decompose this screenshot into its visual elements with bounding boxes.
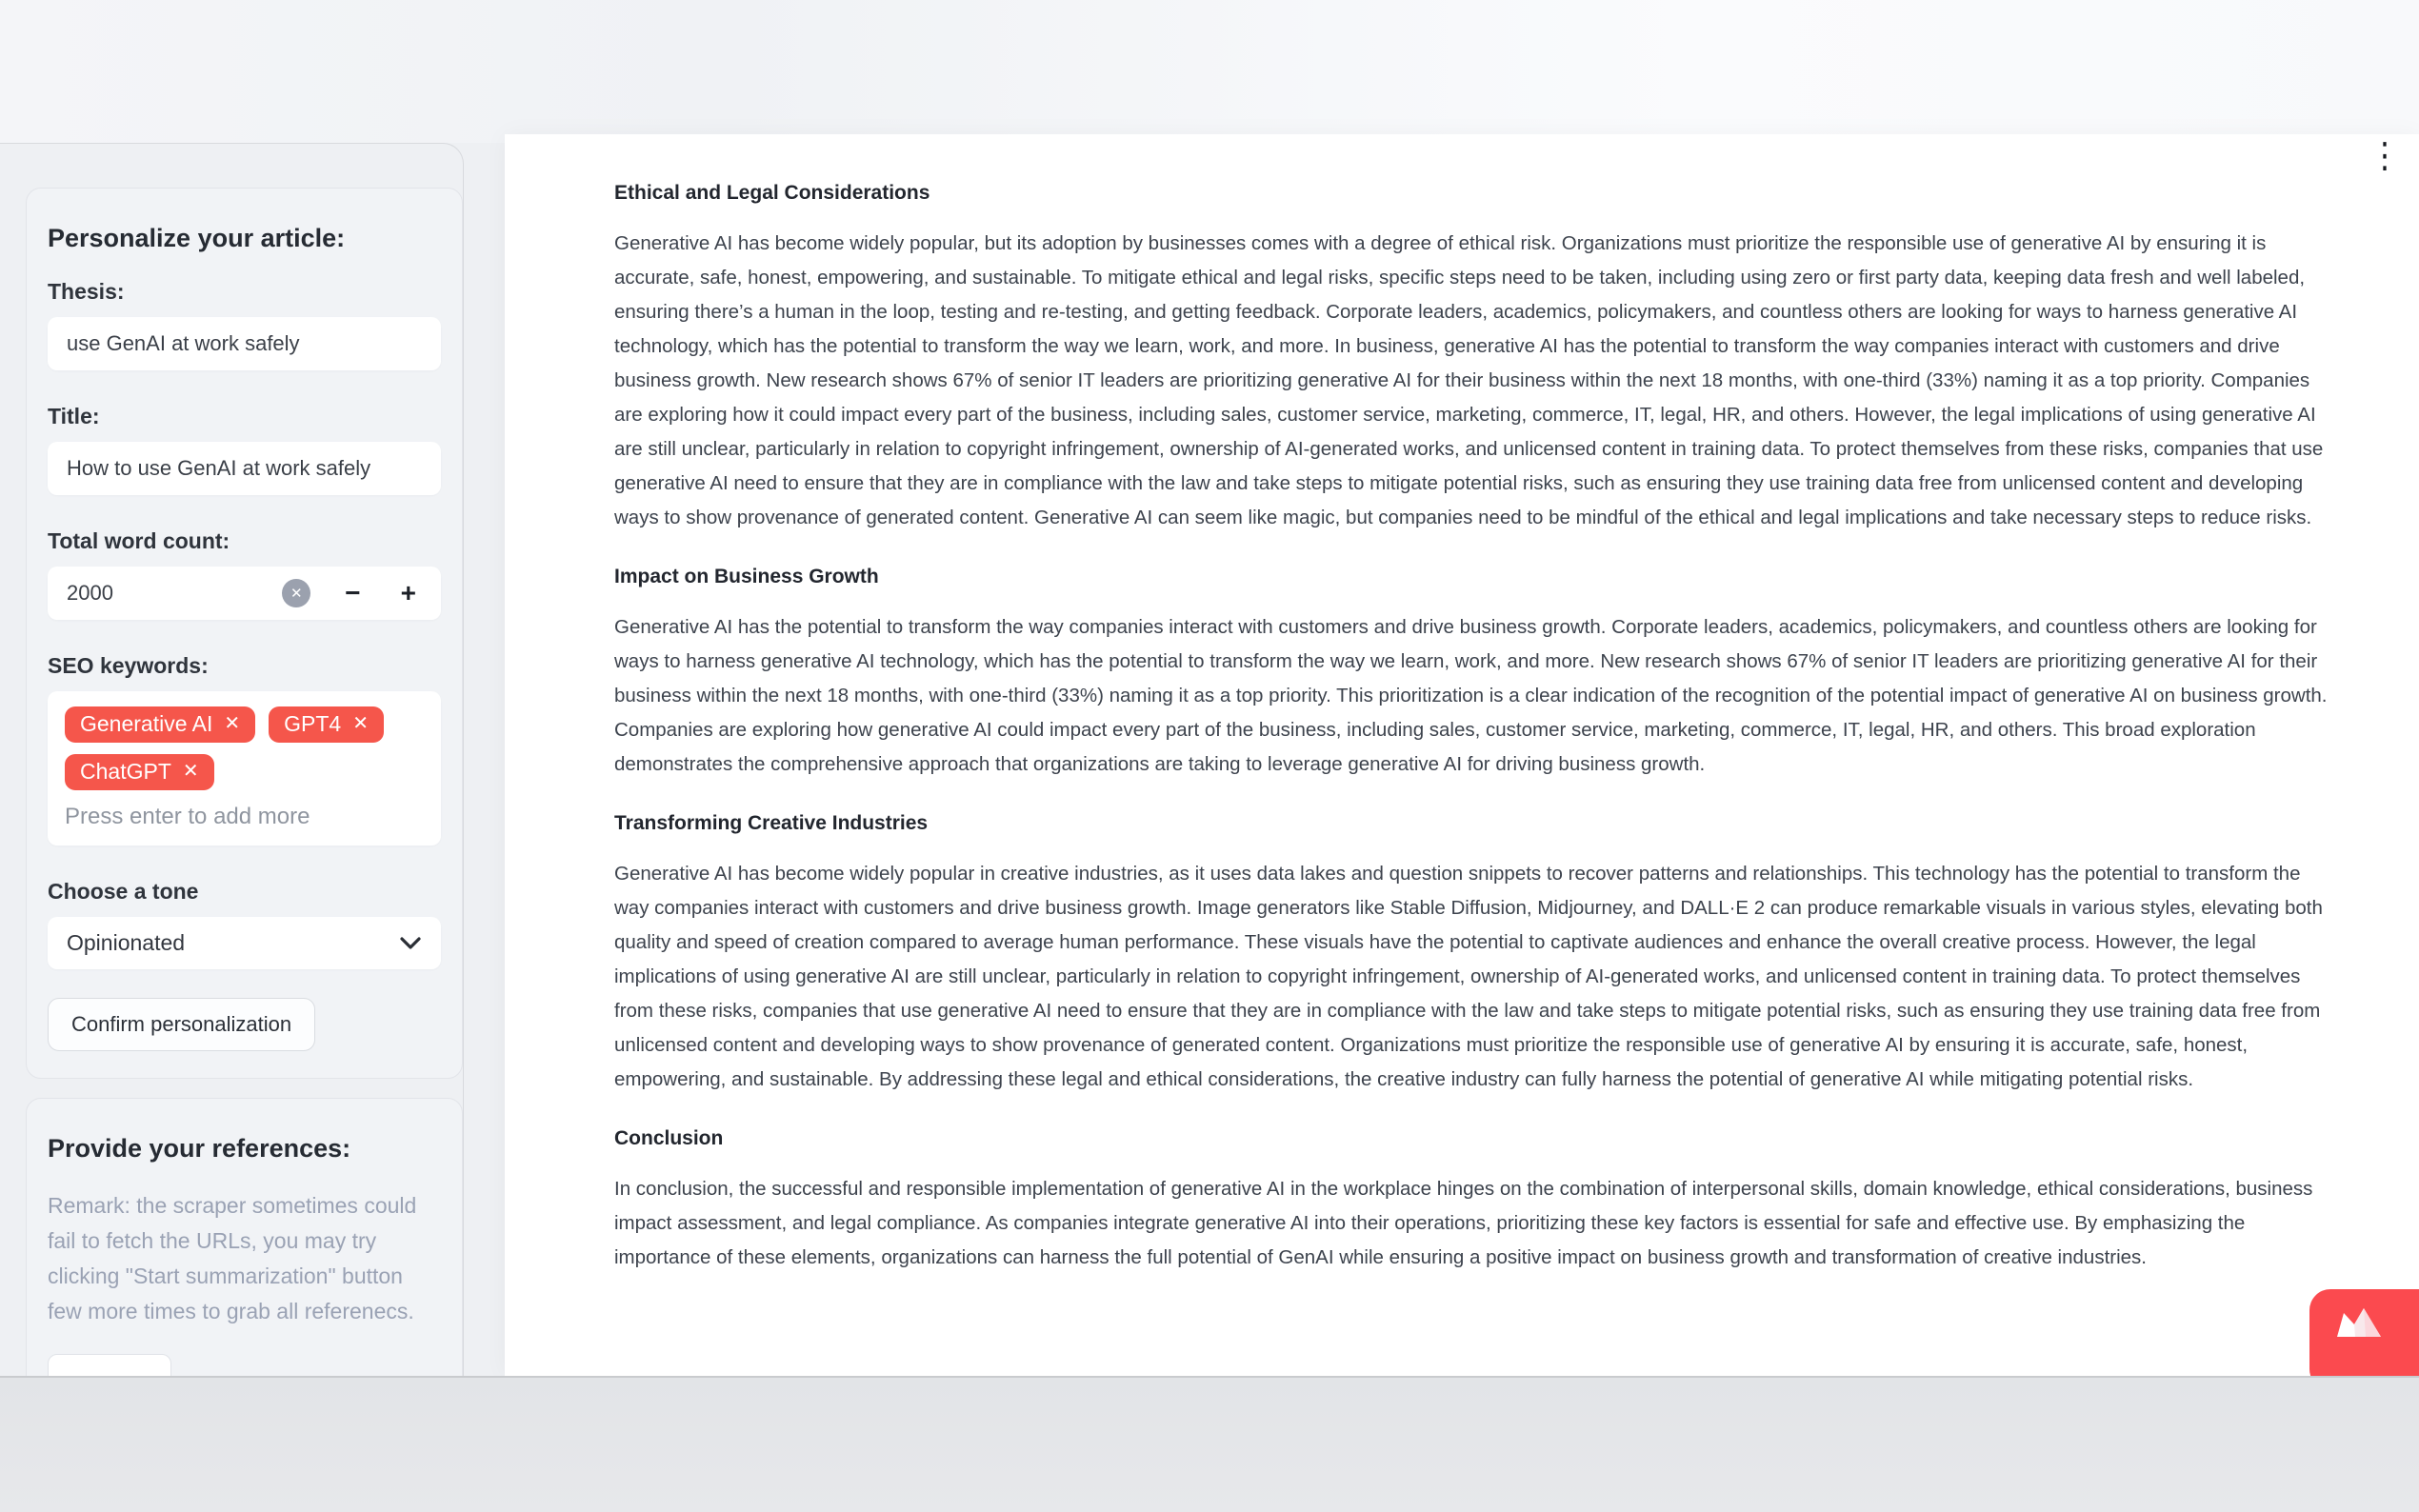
title-label: Title: (48, 404, 100, 428)
section-heading: Conclusion (614, 1127, 724, 1149)
keywords-placeholder: Press enter to add more (65, 804, 310, 829)
upgrade-badge[interactable] (2309, 1289, 2419, 1376)
bottom-strip (0, 1376, 2419, 1512)
top-band (0, 0, 2419, 143)
personalize-panel (26, 188, 463, 1079)
section-heading: Impact on Business Growth (614, 566, 879, 587)
kebab-menu-button[interactable]: ⋮ (2369, 135, 2400, 175)
confirm-personalization-button[interactable]: Confirm personalization (48, 998, 315, 1051)
references-remark: Remark: the scraper sometimes could fail to fetch the URLs, you may try clicking "Start summarization" button few more times to grab all referenecs. (48, 1193, 417, 1323)
article (505, 134, 2419, 1275)
word-count-value: 2000 (67, 581, 113, 605)
thesis-value: use GenAI at work safely (67, 331, 300, 355)
section-body: Generative AI has become widely popular, but its adoption by businesses comes with a degree of ethical risk. Organizations must prioritize the responsible use of generative AI by ensuring it is accurate, safe, honest, empowering, and sustainable. To mitigate ethical and legal risks, specific steps need to be taken, including using zero or first party data, keeping data fresh and well labeled, ensuring there’s a human in the loop, testing and re-testing, and getting feedback. Corporate leaders, academics, policymakers, and countless others are looking for ways to harness generative AI technology, which has the potential to transform the way we learn, work, and more. In business, generative AI has the potential to transform the way companies interact with customers and drive business growth. New research shows 67% of senior IT leaders are prioritizing generative AI for their business within the next 18 months, with one-third (33%) naming it as a top priority. Companies are exploring how it could impact every part of the business, including sales, customer service, marketing, commerce, IT, legal, HR, and others. However, the legal implications of using generative AI are still unclear, particularly in relation to copyright infringement, ownership of AI-generated works, and unlicensed content in training data. To protect themselves from these risks, companies that use generative AI need to ensure that they are in compliance with the law and take steps to mitigate potential risks, such as ensuring they use training data free from unlicensed content and developing ways to show provenance of generated content. Generative AI can seem like magic, but companies need to be mindful of the ethical and legal implications and take necessary steps to reduce risks. (614, 232, 2324, 528)
thesis-label: Thesis: (48, 279, 125, 304)
article-panel (505, 134, 2419, 1376)
keyword-tags (65, 706, 424, 790)
tone-label: Choose a tone (48, 879, 199, 904)
keyword-tag (269, 706, 384, 743)
increment-button[interactable]: + (395, 580, 422, 607)
thesis-input[interactable] (48, 317, 441, 370)
seo-keywords-input[interactable] (48, 691, 441, 846)
decrement-button[interactable]: − (339, 580, 366, 607)
remove-keyword-icon[interactable]: ✕ (182, 761, 199, 782)
word-count-input[interactable] (48, 567, 441, 620)
word-count-label: Total word count: (48, 528, 230, 553)
tone-value: Opinionated (67, 930, 186, 955)
keyword-tag (65, 706, 255, 743)
section-heading: Transforming Creative Industries (614, 812, 929, 834)
clear-word-count-button[interactable] (282, 579, 310, 607)
title-value: How to use GenAI at work safely (67, 456, 371, 480)
section-body: Generative AI has become widely popular in creative industries, as it uses data lakes and question snippets to recover patterns and relationships. This technology has the potential to transform the way companies interact with customers and drive business growth. Image generators like Stable Diffusion, Midjourney, and DALL·E 2 can produce remarkable visuals in various styles, elevating both quality and speed of creation compared to average human performance. These visuals have the potential to captivate audiences and enhance the overall creative process. However, the legal implications of using generative AI are still unclear, particularly in relation to copyright infringement, ownership of AI-generated works, and unlicensed content in training data. To protect themselves from these risks, companies that use generative AI need to ensure that they are in compliance with the law and take steps to mitigate potential risks, such as ensuring they use training data free from unlicensed content and developing ways to show provenance of generated content. Organizations must prioritize the responsible use of generative AI by ensuring it is accurate, safe, honest, empowering, and sustainable. By addressing these legal and ethical considerations, the creative industry can fully harness the potential of generative AI while mitigating potential risks. (614, 863, 2323, 1090)
section-body: In conclusion, the successful and responsible implementation of generative AI in the workplace hinges on the combination of interpersonal skills, domain knowledge, ethical considerations, business impact assessment, and legal compliance. As companies integrate generative AI into their operations, prioritizing these key factors is essential for safe and effective use. By emphasizing the importance of these elements, organizations can harness the full potential of GenAI while ensuring a positive impact on business growth and transformation of creative industries. (614, 1178, 2313, 1268)
remove-keyword-icon[interactable]: ✕ (352, 713, 369, 734)
title-input[interactable] (48, 442, 441, 495)
references-heading: Provide your references: (48, 1134, 351, 1163)
clear-icon: ✕ (290, 585, 303, 602)
word-count-controls (282, 579, 422, 607)
section-heading: Ethical and Legal Considerations (614, 182, 930, 204)
references-action-button[interactable] (48, 1354, 171, 1376)
tone-select[interactable] (48, 917, 441, 969)
crown-icon (2334, 1305, 2384, 1340)
keyword-label: ChatGPT (80, 759, 171, 784)
remove-keyword-icon[interactable]: ✕ (224, 713, 241, 734)
keyword-tag (65, 754, 214, 790)
references-panel (26, 1098, 463, 1376)
keyword-label: Generative AI (80, 711, 213, 736)
keyword-label: GPT4 (284, 711, 342, 736)
personalize-heading: Personalize your article: (48, 224, 346, 252)
section-body: Generative AI has the potential to transform the way companies interact with customers and drive business growth. Corporate leaders, academics, policymakers, and countless others are looking for ways to harness generative AI technology, which has the potential to transform the way we learn, work, and more. New research shows 67% of senior IT leaders are prioritizing generative AI for their business within the next 18 months, with one-third (33%) naming it as a top priority. This prioritization is a clear indication of the recognition of the potential impact of generative AI on business growth. Companies are exploring how generative AI could impact every part of the business, including sales, customer service, marketing, commerce, IT, legal, HR, and others. This broad exploration demonstrates the comprehensive approach that organizations are taking to leverage generative AI for driving business growth. (614, 616, 2328, 775)
sidebar (0, 143, 464, 1376)
chevron-down-icon (399, 936, 422, 950)
seo-keywords-label: SEO keywords: (48, 653, 209, 678)
